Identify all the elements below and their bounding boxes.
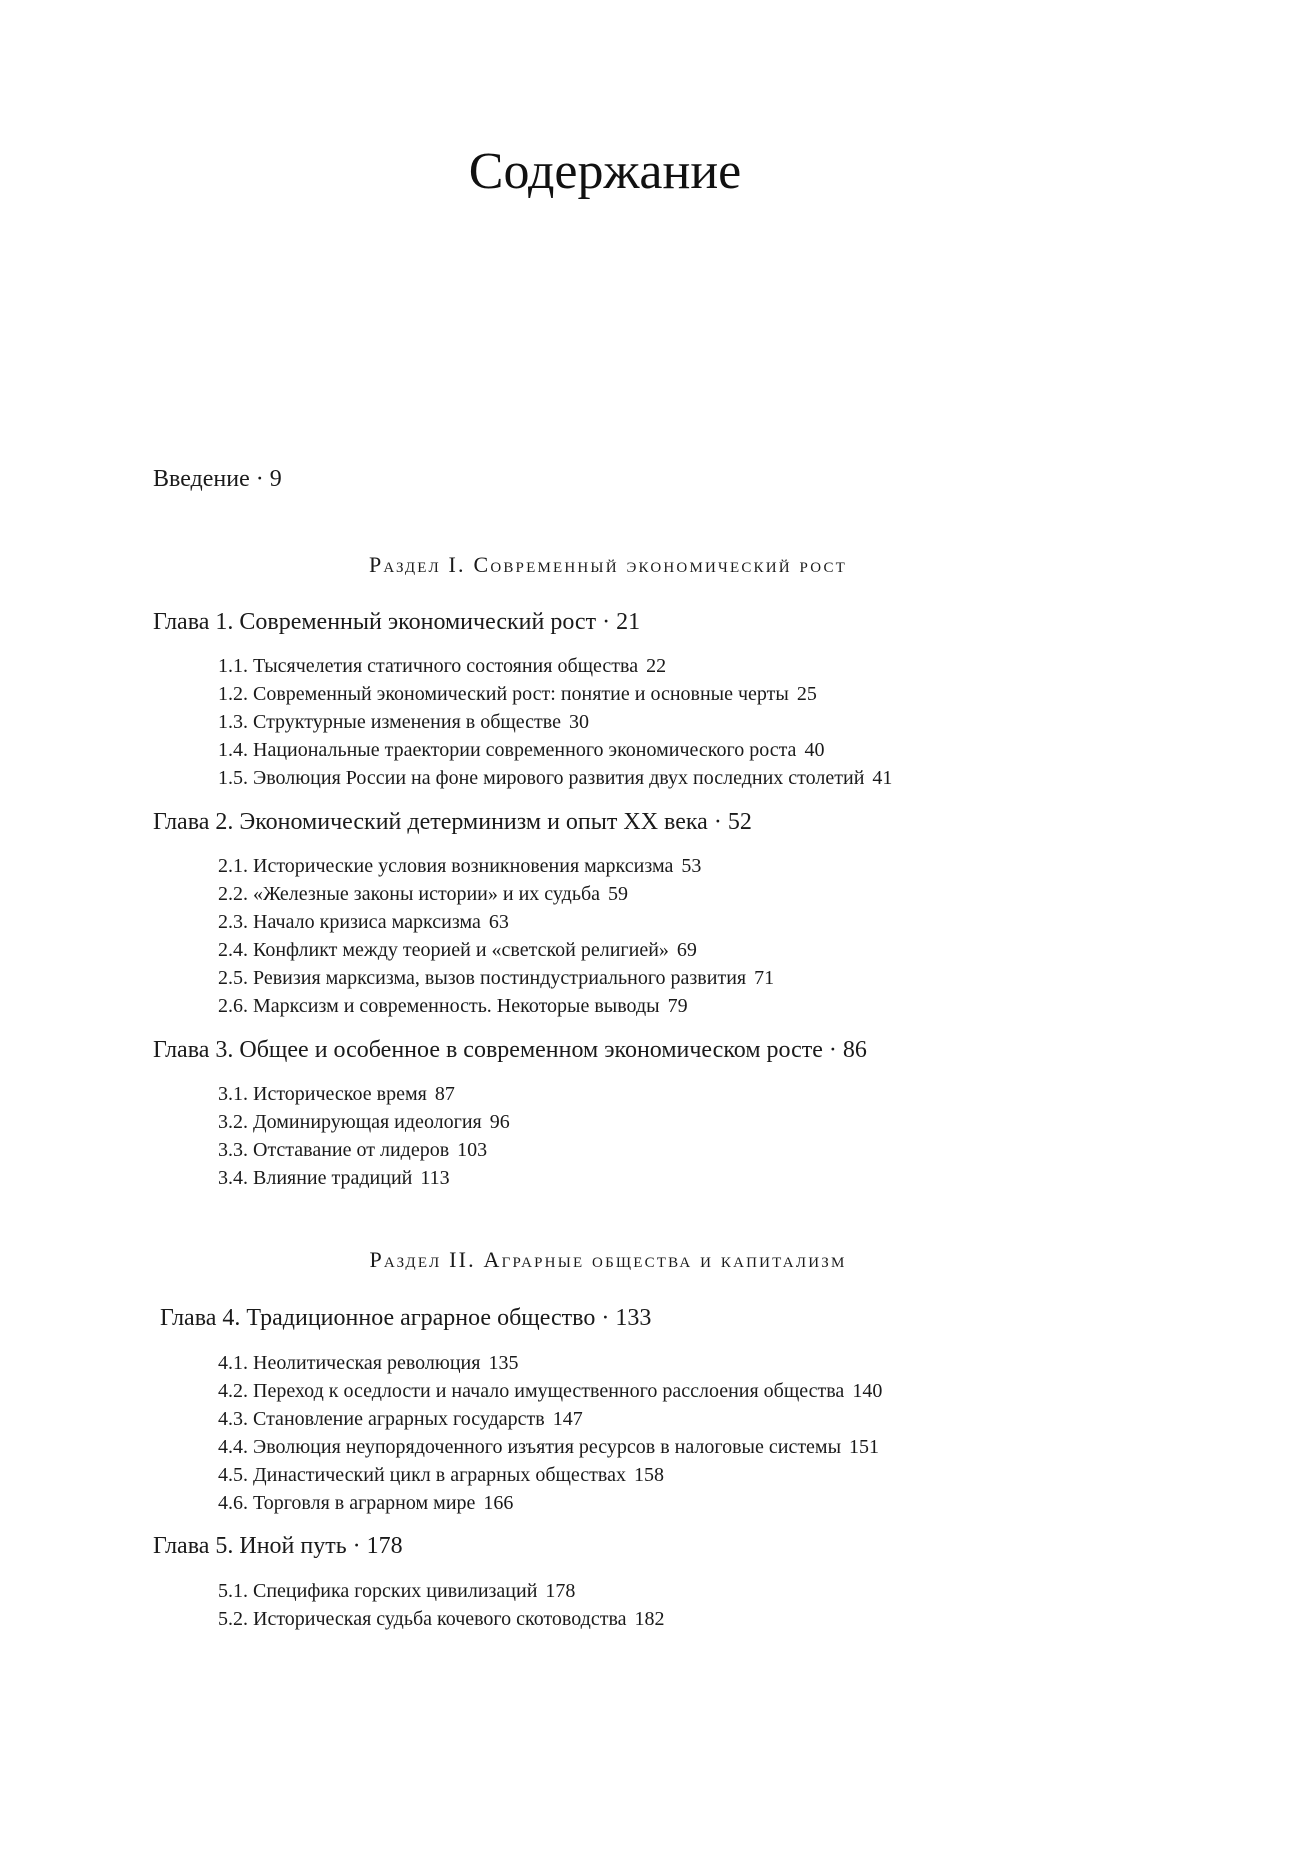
page-number: 69 [676, 939, 697, 961]
page-number: 25 [796, 683, 817, 705]
subsection-label: 1.3. Структурные изменения в обществе [218, 711, 561, 733]
page-number: 79 [667, 995, 688, 1017]
toc-chapter[interactable] [153, 609, 640, 636]
page-number: 87 [434, 1083, 455, 1105]
page-number: 182 [634, 1608, 665, 1630]
toc-subsection[interactable] [218, 883, 628, 906]
separator-dot: · [602, 609, 611, 635]
separator-dot: · [352, 1533, 361, 1559]
toc-chapter[interactable] [153, 1533, 403, 1560]
page-number: 53 [681, 855, 702, 877]
separator-dot: · [255, 466, 264, 492]
subsection-label: 2.2. «Железные законы истории» и их судьба [218, 883, 600, 905]
toc-subsection[interactable] [218, 683, 817, 706]
page-number: 133 [615, 1305, 652, 1331]
toc-chapter[interactable] [153, 1037, 867, 1064]
page-number: 30 [569, 711, 589, 733]
subsection-label: 3.3. Отставание от лидеров [218, 1139, 450, 1161]
toc-subsection[interactable] [218, 655, 666, 678]
separator-dot: · [828, 1037, 837, 1063]
toc-subsection[interactable] [218, 1111, 510, 1134]
subsection-label: 5.1. Специфика горских цивилизаций [218, 1580, 538, 1602]
subsection-label: 2.6. Марксизм и современность. Некоторые выводы [218, 995, 660, 1017]
page-number: 52 [727, 809, 752, 835]
entry-label: Введение [153, 466, 250, 492]
page-title: Содержание [468, 143, 742, 200]
page-number: 41 [872, 767, 893, 789]
page-number: 135 [488, 1352, 519, 1374]
page-number: 158 [633, 1464, 664, 1486]
toc-subsection[interactable] [218, 1492, 513, 1515]
section-heading: Раздел II. Аграрные общества и капитализм [369, 1247, 847, 1272]
toc-subsection[interactable] [218, 967, 774, 990]
toc-subsection[interactable] [218, 1408, 583, 1431]
toc-chapter[interactable] [153, 809, 752, 836]
page-number: 166 [483, 1492, 514, 1514]
page-number: 147 [552, 1408, 583, 1430]
toc-chapter[interactable] [160, 1305, 651, 1332]
toc-introduction[interactable] [153, 466, 282, 493]
subsection-label: 3.4. Влияние традиций [218, 1167, 413, 1189]
toc-subsection[interactable] [218, 711, 589, 734]
subsection-label: 2.4. Конфликт между теорией и «светской религией» [218, 939, 669, 961]
page-number: 96 [489, 1111, 510, 1133]
subsection-label: 4.4. Эволюция неупорядоченного изъятия ресурсов в налоговые системы [218, 1436, 842, 1458]
toc-subsection[interactable] [218, 1464, 664, 1487]
chapter-label: Глава 2. Экономический детерминизм и опыт XX века [153, 809, 708, 835]
subsection-label: 2.1. Исторические условия возникновения марксизма [218, 855, 674, 877]
chapter-label: Глава 3. Общее и особенное в современном экономическом росте [153, 1037, 823, 1063]
page-number: 63 [488, 911, 509, 933]
chapter-label: Глава 1. Современный экономический рост [153, 609, 597, 635]
page-number: 178 [545, 1580, 576, 1602]
toc-subsection[interactable] [218, 855, 701, 878]
subsection-label: 4.3. Становление аграрных государств [218, 1408, 545, 1430]
toc-subsection[interactable] [218, 739, 824, 762]
page-number: 21 [616, 609, 641, 635]
page-number: 59 [608, 883, 628, 905]
page-number: 178 [366, 1533, 403, 1559]
subsection-label: 2.5. Ревизия марксизма, вызов постиндустриального развития [218, 967, 747, 989]
page-number: 86 [842, 1037, 867, 1063]
subsection-label: 3.2. Доминирующая идеология [218, 1111, 482, 1133]
page-number: 71 [754, 967, 775, 989]
page-number: 9 [269, 466, 282, 492]
toc-subsection[interactable] [218, 911, 509, 934]
toc-subsection[interactable] [218, 1352, 518, 1375]
toc-subsection[interactable] [218, 1083, 455, 1106]
page-number: 22 [646, 655, 667, 677]
subsection-label: 5.2. Историческая судьба кочевого скотоводства [218, 1608, 627, 1630]
toc-subsection[interactable] [218, 1380, 882, 1403]
subsection-label: 1.1. Тысячелетия статичного состояния общества [218, 655, 639, 677]
toc-subsection[interactable] [218, 1608, 665, 1631]
toc-subsection[interactable] [218, 767, 892, 790]
subsection-label: 1.2. Современный экономический рост: понятие и основные черты [218, 683, 789, 705]
page-number: 103 [457, 1139, 488, 1161]
page-number: 40 [804, 739, 825, 761]
separator-dot: · [601, 1305, 610, 1331]
subsection-label: 4.6. Торговля в аграрном мире [218, 1492, 476, 1514]
toc-subsection[interactable] [218, 995, 688, 1018]
toc-subsection[interactable] [218, 1139, 487, 1162]
subsection-label: 4.1. Неолитическая революция [218, 1352, 481, 1374]
toc-subsection[interactable] [218, 1580, 575, 1603]
toc-subsection[interactable] [218, 1436, 879, 1459]
section-heading: Раздел I. Современный экономический рост [368, 552, 848, 577]
page-number: 140 [852, 1380, 883, 1402]
subsection-label: 2.3. Начало кризиса марксизма [218, 911, 481, 933]
subsection-label: 4.2. Переход к оседлости и начало имущественного расслоения общества [218, 1380, 845, 1402]
chapter-label: Глава 4. Традиционное аграрное общество [160, 1305, 596, 1331]
toc-subsection[interactable] [218, 939, 697, 962]
subsection-label: 4.5. Династический цикл в аграрных обществах [218, 1464, 626, 1486]
separator-dot: · [713, 809, 722, 835]
subsection-label: 3.1. Историческое время [218, 1083, 427, 1105]
page-number: 151 [849, 1436, 880, 1458]
chapter-label: Глава 5. Иной путь [153, 1533, 347, 1559]
subsection-label: 1.4. Национальные траектории современного экономического роста [218, 739, 797, 761]
page-number: 113 [420, 1167, 450, 1189]
subsection-label: 1.5. Эволюция России на фоне мирового развития двух последних столетий [218, 767, 865, 789]
toc-subsection[interactable] [218, 1167, 450, 1190]
